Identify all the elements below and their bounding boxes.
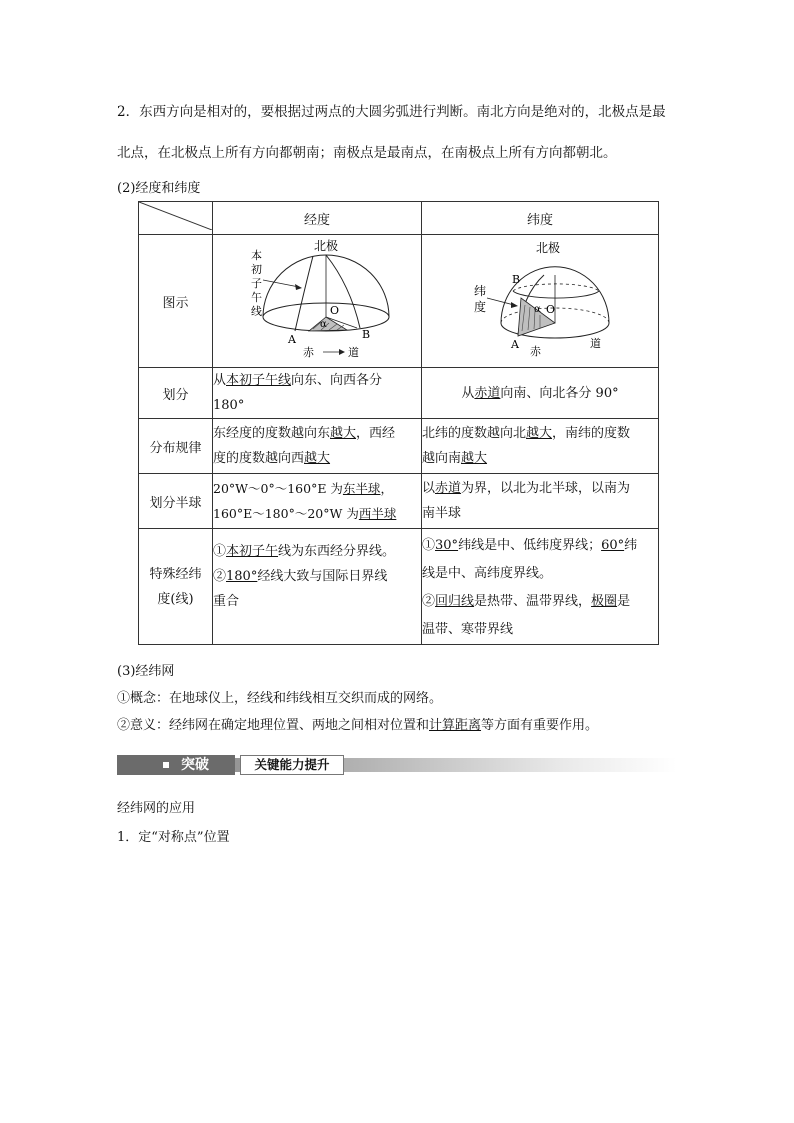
center-o-label: O [330,304,340,317]
point-a-label: A [511,338,519,351]
meridian-char-1: 本 [251,249,262,262]
alpha-label: α [534,304,541,315]
center-o-label: O [546,303,556,316]
latitude-char-1: 纬 [474,284,487,298]
latitude-diagram [422,235,658,363]
point-a-label: A [288,333,296,346]
header-longitude: 经度 [213,202,422,235]
row-label-divide: 划分 [139,368,213,419]
equator-char-1: 赤 [530,345,541,358]
longitude-latitude-table [138,201,659,645]
row-label-hemisphere: 划分半球 [139,474,213,529]
equator-char-2: 道 [590,337,601,350]
graticule-concept: ①概念：在地球仪上，经线和纬线相互交织而成的网络。 [117,691,443,706]
graticule-meaning: ②意义：经纬网在确定地理位置、两地之间相对位置和计算距离等方面有重要作用。 [117,718,599,733]
divide-longitude: 从本初子午线向东、向西各分 180° [213,368,422,419]
hemisphere-longitude: 20°W～0°～160°E 为东半球， 160°E～180°～20°W 为西半球 [213,474,422,529]
diagonal-divider [139,202,212,230]
longitude-figure-cell [213,235,422,368]
item-1: 1．定“对称点”位置 [117,830,230,845]
topic-title: 经纬网的应用 [117,801,196,816]
pattern-latitude: 北纬的度数越向北越大，南纬的度数 越向南越大 [422,419,659,474]
banner-dark-tab [117,755,235,775]
row-label-special: 特殊经纬 度(线) [139,529,213,645]
section-title-graticule: (3)经纬网 [117,664,175,679]
point-b-label: B [512,273,521,286]
latitude-figure-cell [422,235,659,368]
meridian-char-3: 子 [251,277,262,290]
header-latitude: 纬度 [422,202,659,235]
alpha-label: α [320,319,327,330]
section-title-longitude-latitude: (2)经度和纬度 [117,181,201,196]
special-longitude: ①本初子午线为东西经分界线。 ②180°经线大致与国际日界线 重合 [213,529,422,645]
hemisphere-latitude: 以赤道为界，以北为北半球，以南为 南半球 [422,474,659,529]
latitude-char-2: 度 [474,300,487,314]
equator-char-2: 道 [348,346,359,359]
special-latitude: ①30°纬线是中、低纬度界线；60°纬 线是中、高纬度界线。 ②回归线是热带、温带界线，极圈是 温带、寒带界线 [422,529,659,645]
square-bullet-icon [163,762,169,768]
meridian-char-5: 线 [251,305,262,318]
banner-light-label: 关键能力提升 [240,755,344,775]
divide-latitude: 从赤道向南、向北各分 90° [422,368,659,419]
north-pole-label: 北极 [536,241,561,255]
table-corner-cell [139,202,213,235]
section-banner [117,754,677,776]
pattern-longitude: 东经度的度数越向东越大，西经 度的度数越向西越大 [213,419,422,474]
banner-dark-label: 突破 [181,757,209,773]
longitude-diagram [213,235,421,363]
meridian-char-2: 初 [251,263,262,276]
equator-char-1: 赤 [303,346,314,359]
intro-line-1: 2．东西方向是相对的，要根据过两点的大圆劣弧进行判断。南北方向是绝对的，北极点是最 [117,104,666,120]
meridian-char-4: 午 [251,291,262,304]
point-b-label: B [362,328,371,341]
row-label-pattern: 分布规律 [139,419,213,474]
row-label-figure: 图示 [139,235,213,368]
intro-line-2: 北点，在北极点上所有方向都朝南；南极点是最南点，在南极点上所有方向都朝北。 [117,145,617,161]
north-pole-label: 北极 [313,239,339,253]
